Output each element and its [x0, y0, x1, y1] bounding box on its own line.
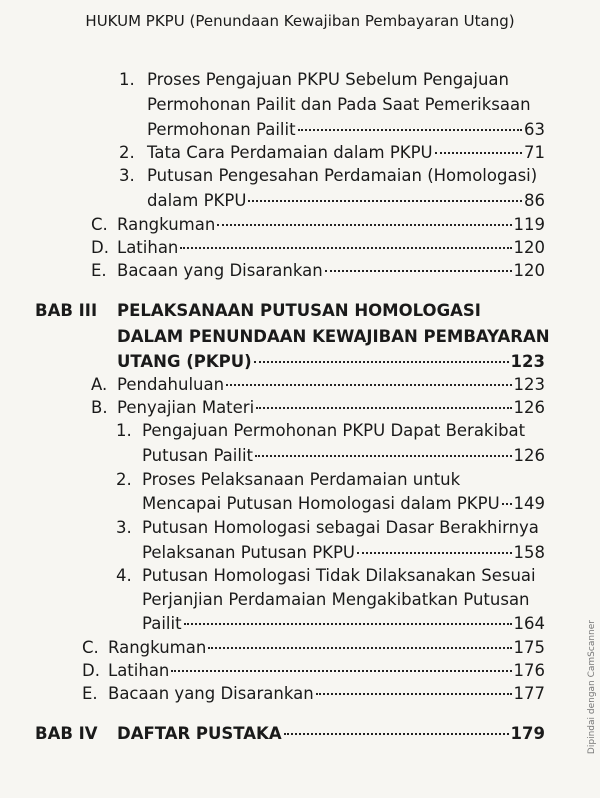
chapter-entry: UTANG (PKPU) 123: [117, 352, 545, 371]
toc-entry: Mencapai Putusan Homologasi dalam PKPU 149: [142, 494, 545, 513]
toc-number: D.: [82, 661, 100, 680]
chapter-title: PELAKSANAAN PUTUSAN HOMOLOGASI: [117, 301, 481, 320]
toc-number: 3.: [116, 518, 132, 537]
chapter-title: DALAM PENUNDAAN KEWAJIBAN PEMBAYARAN: [117, 327, 550, 346]
toc-number: 2.: [116, 470, 132, 489]
toc-text: Putusan Homologasi sebagai Dasar Berakhirnya: [142, 518, 539, 537]
toc-entry: Pendahuluan 123: [117, 375, 545, 394]
toc-text: Putusan Pengesahan Perdamaian (Homologasi): [147, 166, 538, 185]
toc-text: Permohonan Pailit dan Pada Saat Pemeriksaan: [147, 95, 531, 114]
toc-number: 4.: [116, 566, 132, 585]
toc-entry: dalam PKPU 86: [147, 191, 545, 210]
chapter-number: BAB III: [35, 301, 98, 320]
toc-entry: Pailit 164: [142, 614, 545, 633]
chapter-number: BAB IV: [35, 724, 98, 743]
chapter-entry: DAFTAR PUSTAKA 179: [117, 724, 545, 743]
toc-entry: Rangkuman 119: [117, 215, 545, 234]
toc-entry: Permohonan Pailit 63: [147, 120, 545, 139]
toc-entry: Bacaan yang Disarankan 120: [117, 261, 545, 280]
toc-text: Putusan Homologasi Tidak Dilaksanakan Sesuai: [142, 566, 536, 585]
toc-entry: Tata Cara Perdamaian dalam PKPU 71: [147, 143, 545, 162]
toc-number: E.: [91, 261, 107, 280]
scanner-watermark: Dipindai dengan CamScanner: [587, 620, 597, 755]
toc-text: Pengajuan Permohonan PKPU Dapat Berakibat: [142, 421, 526, 440]
toc-entry: Rangkuman 175: [108, 638, 545, 657]
toc-number: 1.: [119, 70, 135, 89]
toc-entry: Penyajian Materi 126: [117, 398, 545, 417]
running-header: HUKUM PKPU (Penundaan Kewajiban Pembayaran Utang): [85, 12, 515, 30]
toc-number: C.: [82, 638, 99, 657]
toc-entry: Bacaan yang Disarankan 177: [108, 684, 545, 703]
toc-text: Proses Pengajuan PKPU Sebelum Pengajuan: [147, 70, 509, 89]
toc-text: Perjanjian Perdamaian Mengakibatkan Putusan: [142, 590, 530, 609]
toc-entry: Latihan 176: [108, 661, 545, 680]
toc-number: E.: [82, 684, 98, 703]
toc-number: C.: [91, 215, 108, 234]
toc-number: A.: [91, 375, 108, 394]
toc-number: B.: [91, 398, 108, 417]
toc-entry: Latihan 120: [117, 238, 545, 257]
toc-number: 2.: [119, 143, 135, 162]
toc-entry: Putusan Pailit 126: [142, 446, 545, 465]
toc-text: Proses Pelaksanaan Perdamaian untuk: [142, 470, 461, 489]
toc-entry: Pelaksanan Putusan PKPU 158: [142, 543, 545, 562]
toc-number: D.: [91, 238, 109, 257]
toc-number: 1.: [116, 421, 132, 440]
toc-number: 3.: [119, 166, 135, 185]
